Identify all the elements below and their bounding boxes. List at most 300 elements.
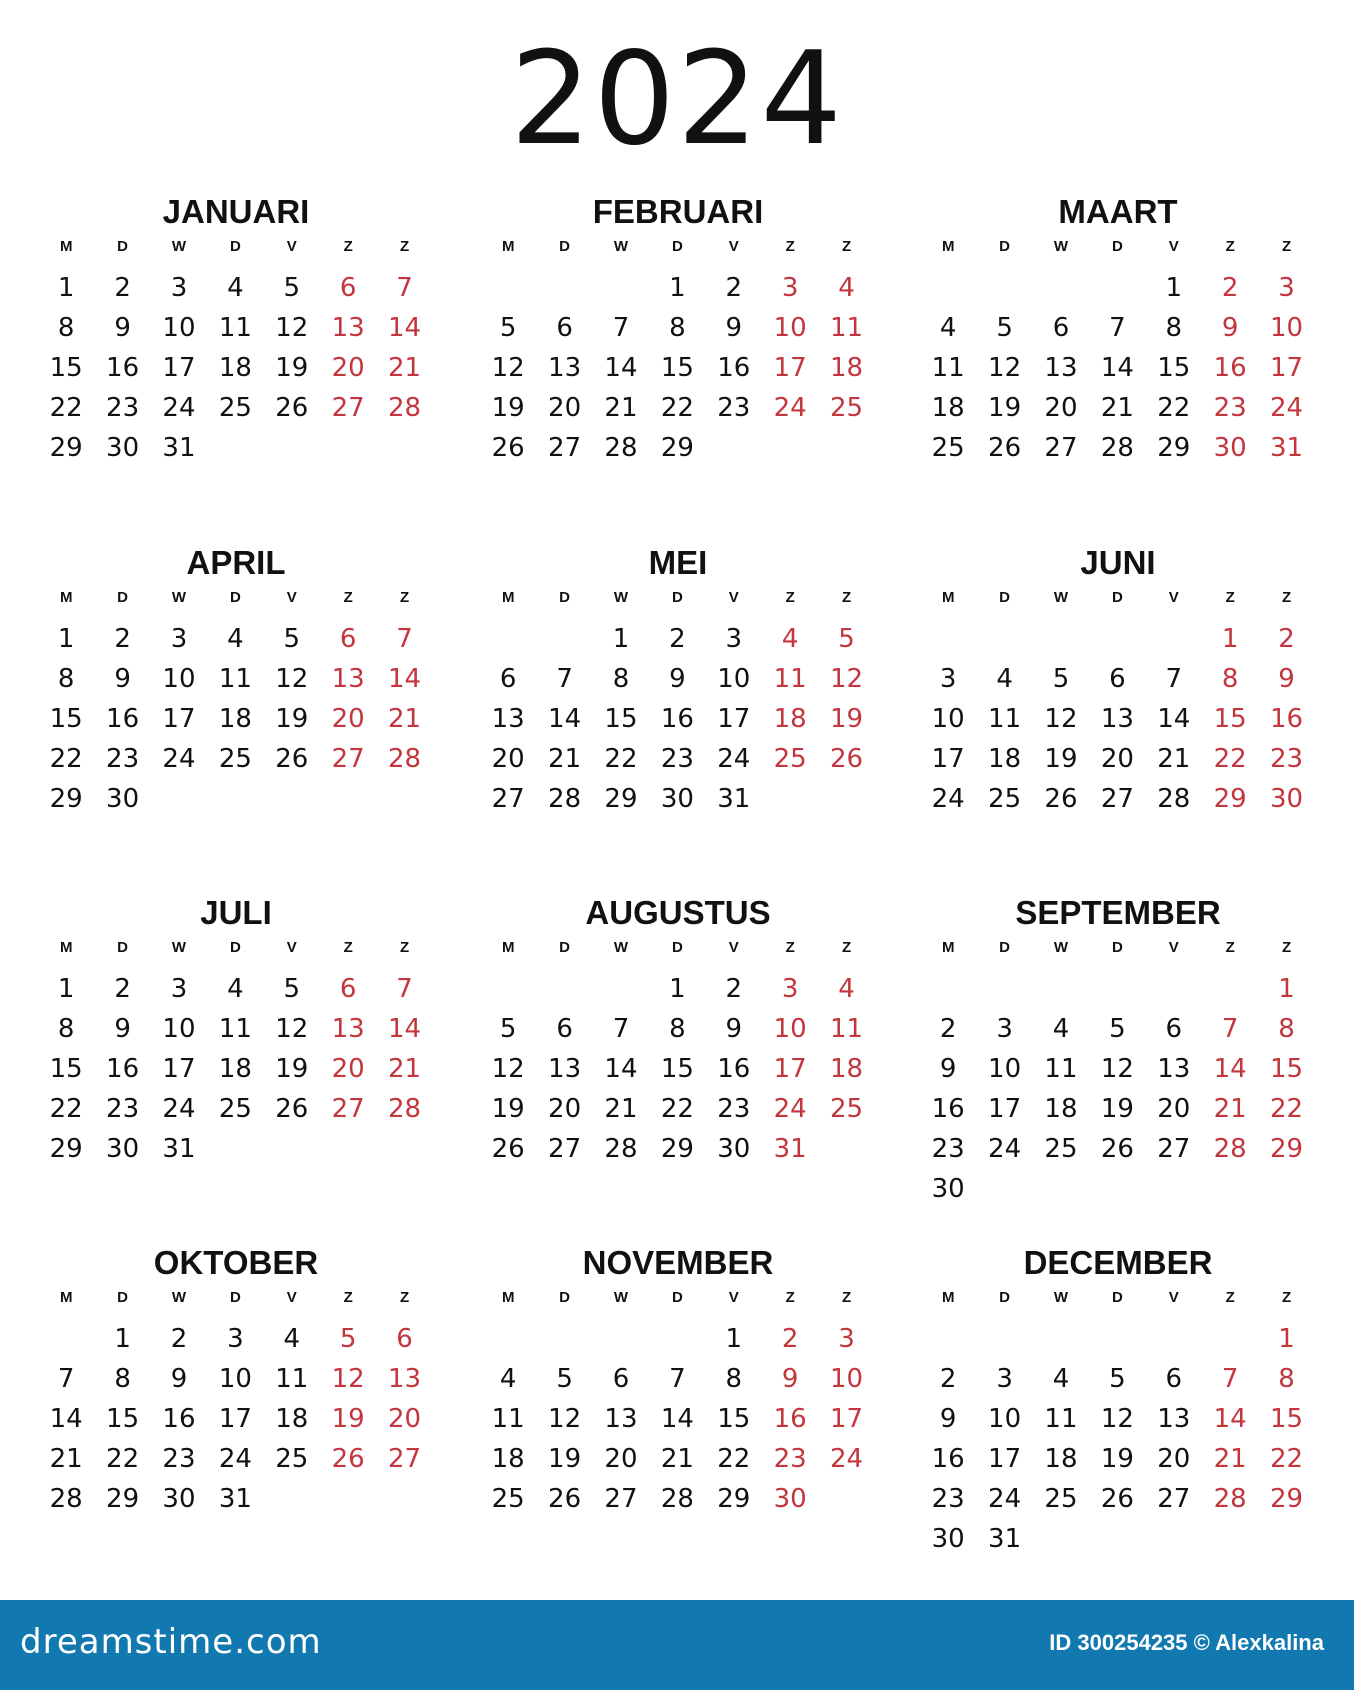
month-februari bbox=[480, 192, 876, 468]
day-cell: 1 bbox=[669, 974, 686, 1004]
weekday-header: V bbox=[286, 238, 297, 255]
day-cell: 24 bbox=[931, 784, 965, 814]
weekend-day: 16 bbox=[773, 1404, 807, 1434]
day-cell: 24 bbox=[162, 744, 196, 774]
day-cell: 5 bbox=[283, 273, 301, 303]
weekend-day: 13 bbox=[387, 1364, 422, 1394]
month-april bbox=[38, 543, 434, 819]
day-cell: 26 bbox=[988, 433, 1022, 463]
weekday-header: D bbox=[229, 1289, 241, 1306]
weekend-day: 29 bbox=[1269, 1134, 1304, 1164]
weekend-day: 25 bbox=[829, 1094, 864, 1124]
weekend-day: 4 bbox=[781, 624, 799, 654]
weekday-header: V bbox=[1168, 238, 1179, 255]
month-maart bbox=[920, 192, 1316, 468]
day-cell: 26 bbox=[275, 744, 309, 774]
day-cell: 7 bbox=[1109, 313, 1126, 343]
empty-cell bbox=[480, 969, 536, 1009]
day-cell: 24 bbox=[988, 1134, 1022, 1164]
month-juli bbox=[38, 893, 434, 1169]
weekday-header: Z bbox=[399, 939, 410, 956]
day-cell: 1 bbox=[57, 624, 75, 654]
day-cell: 29 bbox=[660, 433, 694, 463]
day-cell: 10 bbox=[717, 664, 751, 694]
day-cell: 24 bbox=[162, 393, 196, 423]
day-cell: 8 bbox=[57, 313, 75, 343]
day-cell: 8 bbox=[1165, 313, 1183, 343]
month-oktober bbox=[38, 1243, 434, 1519]
day-cell: 7 bbox=[556, 664, 573, 694]
day-cell: 3 bbox=[996, 1014, 1013, 1044]
weekend-day: 18 bbox=[829, 353, 864, 383]
weekend-day: 6 bbox=[396, 1324, 413, 1354]
day-cell: 23 bbox=[162, 1444, 196, 1474]
weekend-day: 5 bbox=[838, 624, 855, 654]
day-cell: 11 bbox=[275, 1364, 309, 1394]
empty-cell bbox=[593, 1319, 649, 1359]
weekday-header: Z bbox=[785, 1289, 795, 1306]
weekend-day: 3 bbox=[1278, 273, 1295, 303]
day-cell: 11 bbox=[218, 1014, 252, 1044]
day-cell: 6 bbox=[1165, 1364, 1183, 1394]
day-cell: 8 bbox=[57, 1014, 75, 1044]
day-cell: 25 bbox=[275, 1444, 309, 1474]
day-cell: 25 bbox=[1044, 1484, 1078, 1514]
day-cell: 24 bbox=[717, 744, 751, 774]
day-cell: 6 bbox=[556, 313, 573, 343]
empty-cell bbox=[1089, 969, 1145, 1009]
day-cell: 14 bbox=[49, 1404, 83, 1434]
day-cell: 13 bbox=[604, 1404, 638, 1434]
weekend-day: 16 bbox=[1269, 704, 1304, 734]
day-cell: 23 bbox=[106, 744, 140, 774]
weekday-header: M bbox=[941, 939, 955, 956]
day-cell: 25 bbox=[491, 1484, 525, 1514]
footer-bar bbox=[0, 1600, 1354, 1690]
weekday-header: W bbox=[613, 1289, 629, 1306]
day-cell: 11 bbox=[1044, 1054, 1078, 1084]
day-cell: 29 bbox=[49, 1134, 83, 1164]
weekday-header: Z bbox=[343, 1289, 353, 1306]
day-cell: 30 bbox=[106, 433, 140, 463]
day-cell: 13 bbox=[548, 353, 582, 383]
day-cell: 21 bbox=[49, 1444, 83, 1474]
day-cell: 14 bbox=[604, 353, 638, 383]
weekend-day: 22 bbox=[1269, 1444, 1304, 1474]
weekend-day: 14 bbox=[1213, 1054, 1247, 1084]
day-cell: 23 bbox=[660, 744, 694, 774]
weekend-day: 11 bbox=[773, 664, 807, 694]
day-cell: 27 bbox=[1157, 1134, 1191, 1164]
day-cell: 20 bbox=[1157, 1444, 1191, 1474]
day-cell: 28 bbox=[1100, 433, 1134, 463]
weekend-day: 17 bbox=[829, 1404, 864, 1434]
weekend-day: 10 bbox=[829, 1364, 864, 1394]
day-cell: 18 bbox=[491, 1444, 525, 1474]
day-cell: 18 bbox=[218, 353, 252, 383]
day-cell: 31 bbox=[988, 1524, 1022, 1554]
day-cell: 18 bbox=[218, 704, 252, 734]
weekday-header: Z bbox=[399, 1289, 410, 1306]
empty-cell bbox=[1033, 619, 1089, 659]
weekday-header: Z bbox=[343, 589, 353, 606]
weekend-day: 21 bbox=[1213, 1094, 1247, 1124]
day-cell: 23 bbox=[717, 1094, 751, 1124]
day-cell: 20 bbox=[1044, 393, 1078, 423]
weekend-day: 9 bbox=[1278, 664, 1295, 694]
weekday-header: D bbox=[559, 1289, 570, 1306]
day-cell: 1 bbox=[57, 974, 75, 1004]
weekend-day: 22 bbox=[1213, 744, 1247, 774]
empty-cell bbox=[920, 969, 976, 1009]
day-cell: 22 bbox=[49, 744, 83, 774]
day-cell: 6 bbox=[1165, 1014, 1183, 1044]
day-cell: 17 bbox=[717, 704, 751, 734]
day-cell: 5 bbox=[283, 624, 301, 654]
weekend-day: 13 bbox=[331, 664, 365, 694]
weekday-header: M bbox=[501, 238, 515, 255]
weekday-header: M bbox=[59, 939, 73, 956]
day-cell: 5 bbox=[499, 1014, 517, 1044]
empty-cell bbox=[920, 619, 976, 659]
day-cell: 6 bbox=[556, 1014, 573, 1044]
weekday-header: Z bbox=[1225, 238, 1235, 255]
day-cell: 13 bbox=[1157, 1404, 1191, 1434]
day-cell: 22 bbox=[1157, 393, 1191, 423]
day-cell: 16 bbox=[106, 353, 140, 383]
weekend-day: 10 bbox=[773, 1014, 807, 1044]
weekend-day: 23 bbox=[773, 1444, 807, 1474]
day-grid bbox=[920, 933, 1316, 1209]
weekend-day: 2 bbox=[781, 1324, 799, 1354]
weekend-day: 7 bbox=[1221, 1014, 1239, 1044]
day-cell: 27 bbox=[604, 1484, 638, 1514]
day-cell: 18 bbox=[931, 393, 965, 423]
weekday-header: D bbox=[559, 238, 570, 255]
day-cell: 2 bbox=[669, 624, 686, 654]
weekend-day: 13 bbox=[331, 313, 365, 343]
day-cell: 28 bbox=[660, 1484, 694, 1514]
month-title: FEBRUARI bbox=[592, 193, 764, 230]
day-cell: 2 bbox=[114, 974, 131, 1004]
day-cell: 9 bbox=[114, 1014, 131, 1044]
day-cell: 31 bbox=[162, 1134, 196, 1164]
weekday-header: Z bbox=[1225, 1289, 1235, 1306]
weekend-day: 28 bbox=[387, 393, 422, 423]
weekend-day: 30 bbox=[1269, 784, 1304, 814]
weekday-header: D bbox=[117, 589, 128, 606]
weekend-day: 6 bbox=[339, 624, 357, 654]
day-cell: 29 bbox=[717, 1484, 751, 1514]
day-cell: 26 bbox=[491, 1134, 525, 1164]
day-cell: 25 bbox=[988, 784, 1022, 814]
weekday-header: V bbox=[1168, 939, 1179, 956]
day-cell: 5 bbox=[1052, 664, 1070, 694]
weekend-day: 18 bbox=[773, 704, 807, 734]
weekend-day: 20 bbox=[331, 353, 365, 383]
day-cell: 28 bbox=[548, 784, 582, 814]
day-cell: 5 bbox=[996, 313, 1013, 343]
day-cell: 25 bbox=[218, 744, 252, 774]
day-cell: 30 bbox=[106, 784, 140, 814]
month-title: OKTOBER bbox=[153, 1244, 319, 1281]
day-cell: 20 bbox=[548, 393, 582, 423]
weekend-day: 13 bbox=[331, 1014, 365, 1044]
weekday-header: V bbox=[728, 1289, 739, 1306]
weekday-header: W bbox=[171, 1289, 187, 1306]
day-cell: 12 bbox=[275, 313, 309, 343]
day-cell: 9 bbox=[725, 1014, 743, 1044]
weekday-header: D bbox=[999, 238, 1010, 255]
day-cell: 12 bbox=[1100, 1054, 1134, 1084]
day-cell: 28 bbox=[604, 433, 638, 463]
day-cell: 31 bbox=[218, 1484, 252, 1514]
day-cell: 26 bbox=[491, 433, 525, 463]
day-cell: 4 bbox=[996, 664, 1013, 694]
weekday-header: M bbox=[941, 1289, 955, 1306]
day-cell: 19 bbox=[491, 1094, 525, 1124]
empty-cell bbox=[536, 619, 592, 659]
weekend-day: 12 bbox=[829, 664, 864, 694]
day-cell: 27 bbox=[548, 433, 582, 463]
day-cell: 4 bbox=[227, 624, 244, 654]
weekend-day: 24 bbox=[829, 1444, 864, 1474]
day-cell: 27 bbox=[1044, 433, 1078, 463]
weekend-day: 7 bbox=[396, 273, 413, 303]
weekend-day: 8 bbox=[1278, 1364, 1295, 1394]
weekend-day: 2 bbox=[1278, 624, 1295, 654]
day-cell: 30 bbox=[106, 1134, 140, 1164]
empty-cell bbox=[1202, 1319, 1258, 1359]
day-cell: 14 bbox=[548, 704, 582, 734]
weekend-day: 21 bbox=[387, 704, 422, 734]
weekend-day: 1 bbox=[1278, 974, 1295, 1004]
empty-cell bbox=[1146, 1319, 1202, 1359]
month-november bbox=[480, 1243, 876, 1519]
day-cell: 26 bbox=[275, 1094, 309, 1124]
day-cell: 13 bbox=[1157, 1054, 1191, 1084]
weekend-day: 23 bbox=[1213, 393, 1247, 423]
day-cell: 3 bbox=[939, 664, 957, 694]
weekend-day: 15 bbox=[1213, 704, 1247, 734]
day-cell: 19 bbox=[1044, 744, 1078, 774]
weekend-day: 4 bbox=[838, 974, 855, 1004]
weekday-header: V bbox=[286, 589, 297, 606]
weekend-day: 5 bbox=[339, 1324, 357, 1354]
day-grid bbox=[920, 1283, 1316, 1559]
day-cell: 7 bbox=[612, 313, 630, 343]
day-cell: 23 bbox=[106, 1094, 140, 1124]
empty-cell bbox=[38, 1319, 94, 1359]
day-cell: 30 bbox=[931, 1174, 965, 1204]
weekday-header: Z bbox=[343, 238, 353, 255]
day-cell: 18 bbox=[1044, 1094, 1078, 1124]
day-cell: 17 bbox=[162, 1054, 196, 1084]
weekday-header: Z bbox=[1225, 589, 1235, 606]
day-cell: 20 bbox=[604, 1444, 638, 1474]
weekend-day: 12 bbox=[331, 1364, 365, 1394]
day-cell: 31 bbox=[717, 784, 751, 814]
day-cell: 12 bbox=[1044, 704, 1078, 734]
weekend-day: 3 bbox=[781, 273, 799, 303]
day-cell: 11 bbox=[218, 664, 252, 694]
day-cell: 2 bbox=[725, 974, 743, 1004]
day-grid bbox=[38, 583, 434, 819]
day-cell: 6 bbox=[499, 664, 517, 694]
day-cell: 17 bbox=[162, 704, 196, 734]
day-cell: 2 bbox=[170, 1324, 188, 1354]
month-januari bbox=[38, 192, 434, 468]
day-cell: 15 bbox=[660, 353, 694, 383]
day-cell: 6 bbox=[1052, 313, 1070, 343]
day-cell: 9 bbox=[939, 1054, 957, 1084]
day-cell: 5 bbox=[1109, 1364, 1126, 1394]
day-cell: 13 bbox=[548, 1054, 582, 1084]
day-cell: 8 bbox=[669, 313, 686, 343]
weekend-day: 24 bbox=[1269, 393, 1304, 423]
day-cell: 4 bbox=[227, 273, 244, 303]
empty-cell bbox=[593, 268, 649, 308]
weekday-header: V bbox=[728, 238, 739, 255]
day-cell: 27 bbox=[1157, 1484, 1191, 1514]
day-cell: 13 bbox=[1100, 704, 1134, 734]
day-cell: 12 bbox=[275, 664, 309, 694]
day-cell: 10 bbox=[931, 704, 965, 734]
day-cell: 16 bbox=[162, 1404, 196, 1434]
day-cell: 22 bbox=[660, 393, 694, 423]
day-cell: 14 bbox=[1157, 704, 1191, 734]
weekday-header: D bbox=[999, 589, 1010, 606]
weekday-header: M bbox=[941, 589, 955, 606]
weekend-day: 22 bbox=[1269, 1094, 1304, 1124]
weekday-header: Z bbox=[1281, 589, 1292, 606]
day-cell: 6 bbox=[612, 1364, 630, 1394]
weekday-header: D bbox=[1111, 1289, 1123, 1306]
day-cell: 19 bbox=[275, 1054, 309, 1084]
empty-cell bbox=[1033, 268, 1089, 308]
empty-cell bbox=[1089, 619, 1145, 659]
day-cell: 7 bbox=[612, 1014, 630, 1044]
weekend-day: 27 bbox=[331, 393, 365, 423]
day-cell: 12 bbox=[548, 1404, 582, 1434]
day-cell: 29 bbox=[49, 784, 83, 814]
empty-cell bbox=[536, 969, 592, 1009]
weekend-day: 26 bbox=[829, 744, 864, 774]
day-cell: 26 bbox=[275, 393, 309, 423]
day-cell: 12 bbox=[491, 1054, 525, 1084]
weekday-header: V bbox=[286, 1289, 297, 1306]
weekend-day: 7 bbox=[396, 624, 413, 654]
weekday-header: D bbox=[559, 589, 570, 606]
day-cell: 4 bbox=[227, 974, 244, 1004]
day-grid bbox=[920, 583, 1316, 819]
weekday-header: Z bbox=[1225, 939, 1235, 956]
empty-cell bbox=[920, 1319, 976, 1359]
empty-cell bbox=[480, 268, 536, 308]
day-cell: 16 bbox=[106, 704, 140, 734]
dreamstime-logo: dreamstime.com bbox=[20, 1622, 322, 1662]
weekday-header: Z bbox=[785, 589, 795, 606]
weekend-day: 17 bbox=[773, 1054, 807, 1084]
day-cell: 16 bbox=[717, 1054, 751, 1084]
day-cell: 8 bbox=[114, 1364, 131, 1394]
weekday-header: Z bbox=[841, 238, 852, 255]
empty-cell bbox=[480, 1319, 536, 1359]
month-title: JULI bbox=[200, 894, 272, 931]
day-cell: 9 bbox=[114, 664, 131, 694]
weekday-header: Z bbox=[1281, 238, 1292, 255]
day-cell: 4 bbox=[499, 1364, 517, 1394]
day-cell: 28 bbox=[604, 1134, 638, 1164]
empty-cell bbox=[1033, 1319, 1089, 1359]
day-cell: 12 bbox=[988, 353, 1022, 383]
day-cell: 19 bbox=[988, 393, 1022, 423]
weekend-day: 3 bbox=[781, 974, 799, 1004]
empty-cell bbox=[536, 268, 592, 308]
weekend-day: 1 bbox=[1221, 624, 1239, 654]
day-cell: 14 bbox=[604, 1054, 638, 1084]
weekend-day: 14 bbox=[1213, 1404, 1247, 1434]
weekend-day: 6 bbox=[339, 273, 357, 303]
weekday-header: D bbox=[1111, 939, 1123, 956]
weekend-day: 18 bbox=[829, 1054, 864, 1084]
day-cell: 29 bbox=[1157, 433, 1191, 463]
weekend-day: 20 bbox=[331, 1054, 365, 1084]
weekday-header: W bbox=[613, 238, 629, 255]
empty-cell bbox=[976, 969, 1032, 1009]
empty-cell bbox=[536, 1319, 592, 1359]
day-cell: 23 bbox=[106, 393, 140, 423]
empty-cell bbox=[1033, 969, 1089, 1009]
day-cell: 21 bbox=[1157, 744, 1191, 774]
day-cell: 27 bbox=[1100, 784, 1134, 814]
image-credit: ID 300254235 © Alexkalina bbox=[1049, 1630, 1324, 1655]
weekday-header: Z bbox=[1281, 939, 1292, 956]
weekday-header: W bbox=[613, 939, 629, 956]
month-juni bbox=[920, 543, 1316, 819]
weekend-day: 17 bbox=[773, 353, 807, 383]
weekend-day: 27 bbox=[331, 1094, 365, 1124]
day-cell: 15 bbox=[49, 1054, 83, 1084]
empty-cell bbox=[976, 1319, 1032, 1359]
weekend-day: 9 bbox=[781, 1364, 799, 1394]
day-cell: 29 bbox=[604, 784, 638, 814]
day-cell: 29 bbox=[106, 1484, 140, 1514]
day-grid bbox=[480, 232, 876, 468]
day-grid bbox=[38, 933, 434, 1169]
day-cell: 1 bbox=[114, 1324, 131, 1354]
month-title: MAART bbox=[1058, 193, 1178, 230]
day-cell: 22 bbox=[717, 1444, 751, 1474]
month-mei bbox=[480, 543, 876, 819]
day-cell: 20 bbox=[1100, 744, 1134, 774]
day-cell: 1 bbox=[612, 624, 630, 654]
day-cell: 15 bbox=[1157, 353, 1191, 383]
weekend-day: 24 bbox=[773, 1094, 807, 1124]
weekend-day: 14 bbox=[387, 1014, 422, 1044]
empty-cell bbox=[593, 969, 649, 1009]
day-cell: 19 bbox=[491, 393, 525, 423]
day-cell: 30 bbox=[660, 784, 694, 814]
day-cell: 8 bbox=[669, 1014, 686, 1044]
weekend-day: 30 bbox=[773, 1484, 807, 1514]
day-cell: 11 bbox=[988, 704, 1022, 734]
weekend-day: 10 bbox=[1269, 313, 1304, 343]
day-cell: 20 bbox=[491, 744, 525, 774]
day-cell: 15 bbox=[717, 1404, 751, 1434]
empty-cell bbox=[976, 619, 1032, 659]
day-cell: 22 bbox=[604, 744, 638, 774]
